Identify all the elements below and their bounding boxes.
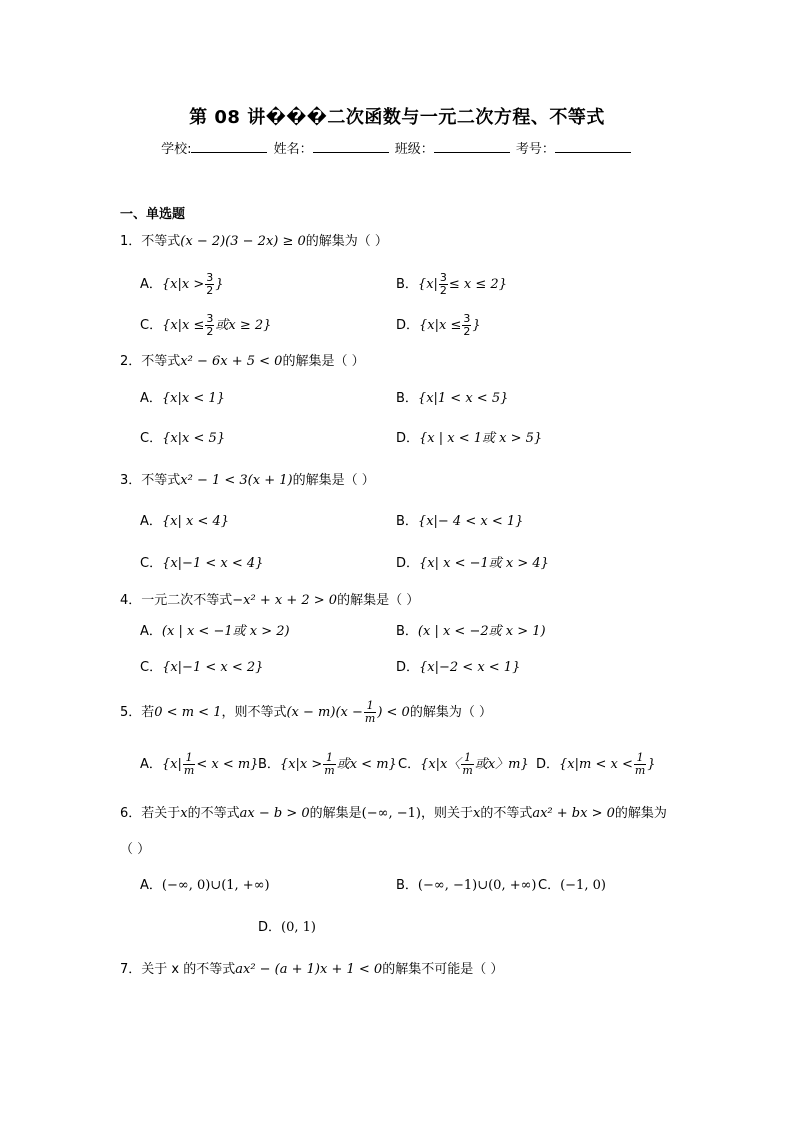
option-letter: D． xyxy=(396,318,420,333)
q5-stem-math2-pre: (x − m)(x − xyxy=(286,705,363,720)
q2-stem-math: x² − 6x + 5 < 0 xyxy=(180,354,283,369)
q5-stem-math: 0 < m < 1 xyxy=(154,705,222,720)
frac-num: 1 xyxy=(364,700,376,713)
q4-option-b[interactable] xyxy=(396,621,546,643)
frac-num: 1 xyxy=(461,752,473,765)
option-math-pre: {x|m < x < xyxy=(559,757,633,772)
q3-stem-post: 的解集是（ ） xyxy=(292,473,375,488)
option-math-post: 或x < m} xyxy=(336,757,397,772)
option-text: {x|−1 < x < 4} xyxy=(162,556,264,571)
q6-option-c[interactable] xyxy=(538,875,606,897)
option-letter: C． xyxy=(140,431,163,446)
q6-stem-x2: x xyxy=(472,806,481,821)
option-math-pre: {x|x〈 xyxy=(420,757,461,772)
option-letter: A． xyxy=(140,277,162,292)
q7-stem-pre: 7．关于 x 的不等式 xyxy=(120,962,236,977)
option-text: {x| x < 4} xyxy=(161,514,230,529)
q5-option-c[interactable] xyxy=(398,752,529,777)
question-5-stem xyxy=(120,700,492,725)
option-letter: B． xyxy=(396,277,418,292)
option-text: (−1, 0) xyxy=(560,878,606,893)
question-3-stem xyxy=(120,471,375,491)
option-letter: A． xyxy=(140,624,162,639)
q5-option-a[interactable] xyxy=(140,752,258,777)
question-2-stem xyxy=(120,352,365,372)
frac-den: m xyxy=(634,764,646,777)
q6-stem-mid: 的不等式 xyxy=(187,806,240,821)
option-text: {x|x < 1} xyxy=(161,391,225,406)
q2-option-a[interactable] xyxy=(140,388,225,410)
class-blank[interactable] xyxy=(434,139,510,153)
option-math-pre: {x|x > xyxy=(161,277,205,292)
option-math-pre: {x|x ≤ xyxy=(419,318,462,333)
q5-stem-math2-post: ) < 0 xyxy=(377,705,410,720)
option-fraction xyxy=(439,272,448,297)
q5-stem-fraction xyxy=(364,700,376,725)
q5-option-d[interactable] xyxy=(536,752,656,777)
option-text: {x| x < −1或 x > 4} xyxy=(419,556,549,571)
option-math-post: ≤ x ≤ 2} xyxy=(448,277,507,292)
q6-stem-mid3: ，则关于 xyxy=(420,806,473,821)
q2-option-c[interactable] xyxy=(140,428,225,450)
option-letter: C． xyxy=(140,556,163,571)
option-text: {x|x < 5} xyxy=(162,431,226,446)
student-info-line xyxy=(0,138,794,157)
option-letter: C． xyxy=(398,757,421,772)
q3-stem-pre: 3．不等式 xyxy=(120,473,181,488)
q2-stem-pre: 2．不等式 xyxy=(120,354,181,369)
option-letter: B． xyxy=(396,878,418,893)
question-6-stem-line2: （ ） xyxy=(120,842,151,857)
option-fraction xyxy=(205,272,214,297)
option-letter: B． xyxy=(396,624,418,639)
option-text: (x | x < −2或 x > 1) xyxy=(417,624,546,639)
q1-option-d[interactable] xyxy=(396,313,481,338)
q4-stem-post: 的解集是（ ） xyxy=(337,593,420,608)
option-letter: A． xyxy=(140,878,162,893)
q6-stem-mid2: 的解集是 xyxy=(309,806,362,821)
q3-option-c[interactable] xyxy=(140,553,263,575)
frac-den: m xyxy=(324,764,335,777)
q4-option-c[interactable] xyxy=(140,657,263,679)
class-label: 班级： xyxy=(394,142,434,157)
option-text: (x | x < −1或 x > 2) xyxy=(161,624,290,639)
option-math-post: < x < m} xyxy=(196,757,259,772)
q6-stem-post: 的解集为 xyxy=(614,806,667,821)
q6-option-d[interactable] xyxy=(258,917,316,939)
q4-option-d[interactable] xyxy=(396,657,520,679)
option-letter: C． xyxy=(538,878,561,893)
option-text: {x|1 < x < 5} xyxy=(417,391,509,406)
q3-stem-math: x² − 1 < 3(x + 1) xyxy=(180,473,293,488)
option-math-pre: {x|x ≤ xyxy=(162,318,205,333)
frac-num: 3 xyxy=(206,312,214,325)
option-letter: A． xyxy=(140,514,162,529)
page-title: 第 08 讲���二次函数与一元二次方程、不等式 xyxy=(189,107,605,128)
option-letter: A． xyxy=(140,757,162,772)
frac-den: 2 xyxy=(439,284,447,297)
option-math-post: } xyxy=(647,757,656,772)
school-label: 学校: xyxy=(161,142,192,157)
exam-no-label: 考号： xyxy=(515,142,555,157)
q6-stem-pre: 6．若关于 xyxy=(120,806,181,821)
option-letter: B． xyxy=(396,514,418,529)
q1-option-c[interactable] xyxy=(140,313,271,338)
option-fraction xyxy=(462,313,471,338)
frac-num: 3 xyxy=(439,271,447,284)
option-fraction xyxy=(205,313,214,338)
exam-no-blank[interactable] xyxy=(555,139,631,153)
frac-den: 2 xyxy=(206,284,214,297)
option-math-pre: {x| xyxy=(161,757,182,772)
option-fraction xyxy=(634,752,646,777)
option-text: {x | x < 1或 x > 5} xyxy=(419,431,543,446)
frac-num: 3 xyxy=(206,271,214,284)
q1-stem-math: (x − 2)(3 − 2x) ≥ 0 xyxy=(180,234,306,249)
school-blank[interactable] xyxy=(191,139,267,153)
question-1-stem xyxy=(120,232,388,252)
option-text: {x|− 4 < x < 1} xyxy=(417,514,524,529)
q1-stem-post: 的解集为（ ） xyxy=(305,234,388,249)
q5-stem-mid: ，则不等式 xyxy=(221,705,287,720)
frac-den: m xyxy=(462,764,473,777)
q5-stem-pre: 5．若 xyxy=(120,705,155,720)
option-letter: C． xyxy=(140,318,163,333)
q4-option-a[interactable] xyxy=(140,621,290,643)
q3-option-b[interactable] xyxy=(396,511,523,533)
q6-stem-math2: (−∞, −1) xyxy=(361,806,421,821)
q7-stem-math: ax² − (a + 1)x + 1 < 0 xyxy=(235,962,383,977)
option-math-post: } xyxy=(215,277,224,292)
option-fraction xyxy=(461,752,473,777)
q4-stem-math: −x² + x + 2 > 0 xyxy=(232,593,338,608)
option-letter: D． xyxy=(396,556,420,571)
option-fraction xyxy=(183,752,195,777)
frac-den: 2 xyxy=(463,325,471,338)
question-7-stem xyxy=(120,960,503,980)
option-letter: C． xyxy=(140,660,163,675)
option-letter: D． xyxy=(396,431,420,446)
frac-num: 3 xyxy=(463,312,471,325)
option-text: (−∞, −1)∪(0, +∞) xyxy=(417,878,537,893)
question-6-stem xyxy=(120,804,667,824)
option-math-post: } xyxy=(472,318,481,333)
frac-den: 2 xyxy=(206,325,214,338)
frac-den: m xyxy=(183,764,195,777)
option-text: (0, 1) xyxy=(281,920,316,935)
q6-stem-math3: ax² + bx > 0 xyxy=(532,806,615,821)
section-title: 一、单选题 xyxy=(120,207,186,222)
option-letter: A． xyxy=(140,391,162,406)
q2-stem-post: 的解集是（ ） xyxy=(282,354,365,369)
option-math-pre: {x|x > xyxy=(279,757,323,772)
q2-option-b[interactable] xyxy=(396,388,508,410)
q5-stem-post: 的解集为（ ） xyxy=(409,705,492,720)
q6-stem-math: ax − b > 0 xyxy=(239,806,310,821)
q6-option-a[interactable] xyxy=(140,875,270,897)
option-text: {x|−2 < x < 1} xyxy=(419,660,521,675)
option-math-pre: {x| xyxy=(417,277,438,292)
option-letter: B． xyxy=(396,391,418,406)
question-4-stem xyxy=(120,591,419,611)
frac-num: 1 xyxy=(323,752,335,765)
option-letter: D． xyxy=(258,920,282,935)
option-text: {x|−1 < x < 2} xyxy=(162,660,264,675)
frac-den: m xyxy=(364,712,376,725)
option-fraction xyxy=(323,752,335,777)
q2-option-d[interactable] xyxy=(396,428,542,450)
q6-stem-x: x xyxy=(180,806,188,821)
q3-option-d[interactable] xyxy=(396,553,549,575)
q1-stem-pre: 1．不等式 xyxy=(120,234,181,249)
name-blank[interactable] xyxy=(313,139,389,153)
option-letter: D． xyxy=(536,757,560,772)
frac-num: 1 xyxy=(183,752,195,765)
option-math-post: 或x ≥ 2} xyxy=(215,318,272,333)
option-letter: D． xyxy=(396,660,420,675)
name-label: 姓名： xyxy=(273,142,313,157)
option-letter: B． xyxy=(258,757,280,772)
q1-option-b[interactable] xyxy=(396,272,507,297)
option-math-post: 或x〉m} xyxy=(474,757,529,772)
q1-option-a[interactable] xyxy=(140,272,224,297)
q6-option-b[interactable] xyxy=(396,875,537,897)
q3-option-a[interactable] xyxy=(140,511,229,533)
q7-stem-post: 的解集不可能是（ ） xyxy=(382,962,504,977)
q5-option-b[interactable] xyxy=(258,752,397,777)
q6-stem-mid4: 的不等式 xyxy=(480,806,533,821)
frac-num: 1 xyxy=(634,752,646,765)
q4-stem-pre: 4．一元二次不等式 xyxy=(120,593,233,608)
option-text: (−∞, 0)∪(1, +∞) xyxy=(161,878,270,893)
